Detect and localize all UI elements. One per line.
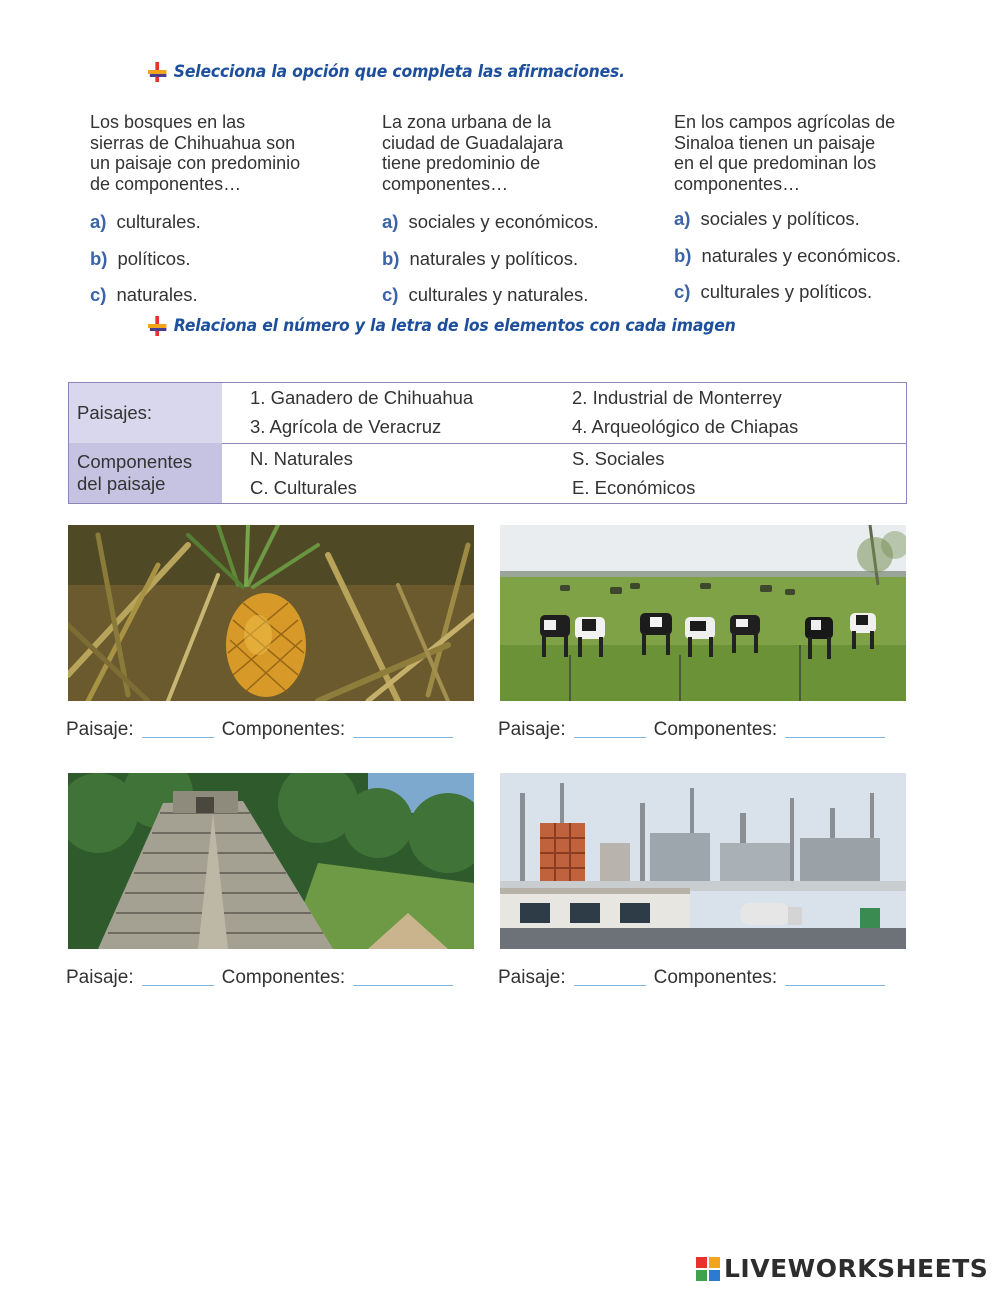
q3-option-c[interactable] — [674, 281, 872, 303]
componente-item: N. Naturales — [250, 447, 353, 469]
liveworksheets-icon — [696, 1257, 720, 1281]
paisaje-answer-2[interactable] — [574, 737, 646, 738]
brand-text: LIVEWORKSHEETS — [724, 1254, 989, 1283]
componentes-col-2 — [572, 443, 907, 504]
option-key: c) — [90, 284, 107, 305]
question-1-line: de componentes… — [90, 173, 242, 194]
liveworksheets-logo — [696, 1254, 988, 1283]
componentes-header-text: Componentes — [77, 451, 193, 472]
option-key: c) — [674, 281, 691, 302]
q1-option-a[interactable] — [90, 211, 201, 233]
componentes-label: Componentes: — [221, 967, 346, 988]
componentes-answer-4[interactable] — [785, 985, 885, 986]
question-3 — [674, 112, 944, 194]
bullet-icon — [148, 316, 166, 336]
caption-4 — [498, 967, 893, 989]
instruction-relate — [148, 316, 736, 336]
paisajes-header-text: Paisajes: — [77, 402, 153, 423]
q2-option-a[interactable] — [382, 211, 599, 233]
option-text: culturales y naturales. — [408, 284, 589, 305]
q3-option-b[interactable] — [674, 245, 901, 267]
option-text: sociales y políticos. — [700, 208, 860, 229]
componente-item: E. Económicos — [572, 476, 696, 498]
matching-table — [68, 382, 907, 504]
paisaje-item: 4. Arqueológico de Chiapas — [572, 416, 799, 438]
option-key: b) — [90, 248, 108, 269]
instruction-text: Selecciona la opción que completa las afirmaciones. — [173, 62, 625, 82]
caption-2 — [498, 719, 893, 741]
q2-option-b[interactable] — [382, 248, 578, 270]
componentes-answer-3[interactable] — [353, 985, 453, 986]
q1-option-b[interactable] — [90, 248, 190, 270]
componente-item: S. Sociales — [572, 447, 665, 469]
question-2-line: ciudad de Guadalajara — [382, 132, 564, 153]
question-3-line: componentes… — [674, 173, 801, 194]
caption-3 — [66, 967, 461, 989]
question-1 — [90, 112, 350, 194]
option-key: b) — [674, 245, 692, 266]
option-text: naturales y económicos. — [701, 245, 901, 266]
componentes-answer-1[interactable] — [353, 737, 453, 738]
question-2 — [382, 112, 642, 194]
question-3-line: Sinaloa tienen un paisaje — [674, 132, 876, 153]
componentes-header-text: del paisaje — [77, 473, 166, 494]
paisaje-answer-1[interactable] — [142, 737, 214, 738]
componentes-label: Componentes: — [221, 719, 346, 740]
option-text: políticos. — [117, 248, 191, 269]
componentes-col-1 — [222, 443, 572, 504]
paisaje-label: Paisaje: — [66, 719, 134, 740]
question-2-line: La zona urbana de la — [382, 112, 552, 132]
question-2-line: tiene predominio de — [382, 153, 541, 173]
bullet-icon — [148, 62, 166, 82]
option-key: a) — [674, 208, 691, 229]
option-text: sociales y económicos. — [408, 211, 599, 232]
q1-option-c[interactable] — [90, 284, 198, 306]
question-1-line: Los bosques en las — [90, 112, 246, 132]
cattle-pasture-image — [500, 525, 906, 701]
option-key: a) — [90, 211, 107, 232]
componente-item: C. Culturales — [250, 476, 357, 498]
paisajes-col-1 — [222, 383, 572, 444]
paisaje-item: 2. Industrial de Monterrey — [572, 387, 782, 409]
option-text: culturales. — [116, 211, 201, 232]
oil-refinery-image — [500, 773, 906, 949]
question-3-line: En los campos agrícolas de — [674, 112, 896, 132]
componentes-label: Componentes: — [653, 967, 778, 988]
option-text: culturales y políticos. — [700, 281, 873, 302]
paisaje-answer-3[interactable] — [142, 985, 214, 986]
paisajes-header — [69, 383, 223, 444]
question-1-line: un paisaje con predominio — [90, 153, 301, 173]
q2-option-c[interactable] — [382, 284, 588, 306]
option-key: b) — [382, 248, 400, 269]
q3-option-a[interactable] — [674, 208, 860, 230]
option-key: c) — [382, 284, 399, 305]
mayan-pyramid-image — [68, 773, 474, 949]
instruction-select-option — [148, 62, 625, 82]
caption-1 — [66, 719, 461, 741]
paisaje-answer-4[interactable] — [574, 985, 646, 986]
componentes-label: Componentes: — [653, 719, 778, 740]
paisaje-label: Paisaje: — [498, 967, 566, 988]
option-key: a) — [382, 211, 399, 232]
paisajes-col-2 — [572, 383, 907, 444]
componentes-answer-2[interactable] — [785, 737, 885, 738]
question-3-line: en el que predominan los — [674, 153, 877, 173]
componentes-header — [69, 443, 223, 504]
paisaje-item: 1. Ganadero de Chihuahua — [250, 387, 474, 409]
pineapple-field-image — [68, 525, 474, 701]
paisaje-item: 3. Agrícola de Veracruz — [250, 416, 442, 438]
paisaje-label: Paisaje: — [66, 967, 134, 988]
question-2-line: componentes… — [382, 173, 509, 194]
question-1-line: sierras de Chihuahua son — [90, 132, 296, 153]
paisaje-label: Paisaje: — [498, 719, 566, 740]
option-text: naturales y políticos. — [409, 248, 579, 269]
option-text: naturales. — [116, 284, 198, 305]
instruction-text: Relaciona el número y la letra de los elementos con cada imagen — [173, 316, 736, 336]
